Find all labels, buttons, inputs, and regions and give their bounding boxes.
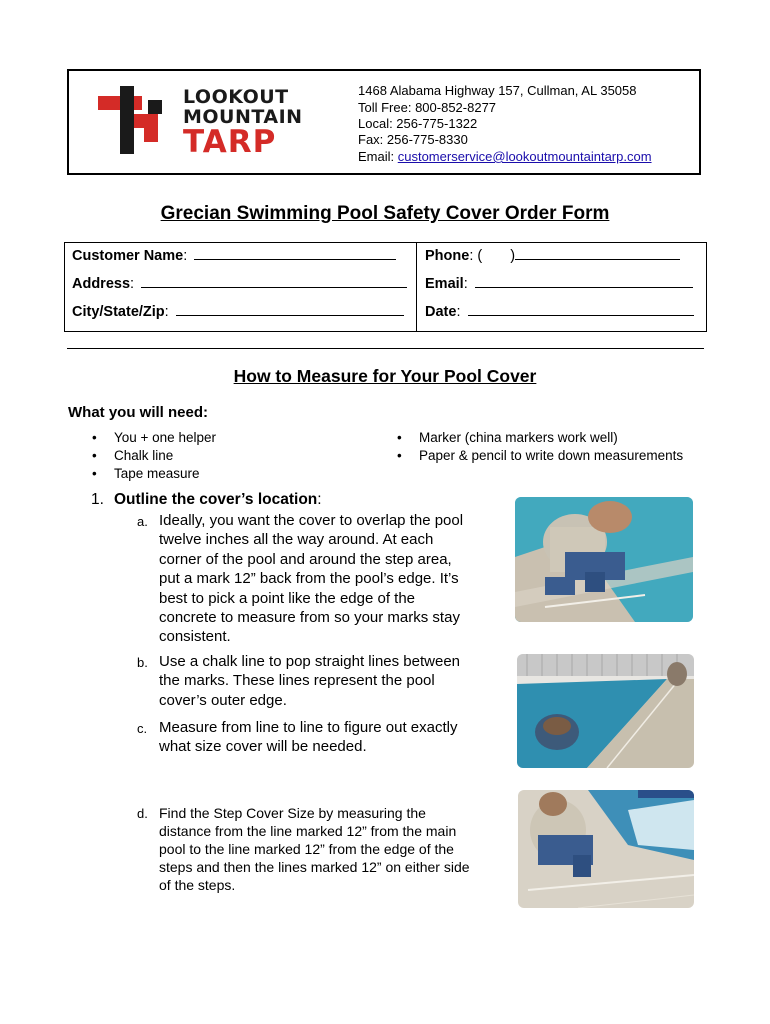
logo-mark-icon xyxy=(96,84,176,156)
step-d-letter: d. xyxy=(137,806,148,821)
list-item: • Paper & pencil to write down measurements xyxy=(397,448,684,463)
city-state-zip-line[interactable] xyxy=(176,303,404,316)
customer-name-line[interactable] xyxy=(194,247,396,260)
step-c-letter: c. xyxy=(137,721,148,736)
page-title: Grecian Swimming Pool Safety Cover Order Form xyxy=(160,203,610,224)
phone-field[interactable] xyxy=(425,247,680,264)
bullet-icon: • xyxy=(92,430,97,445)
photo-step-measuring xyxy=(518,790,694,908)
step-b-letter: b. xyxy=(137,655,148,670)
bullet-icon: • xyxy=(92,448,97,463)
photo-chalk-line xyxy=(517,654,694,768)
company-logo xyxy=(96,84,311,160)
address-line[interactable] xyxy=(141,275,407,288)
phone-label: Phone xyxy=(425,248,470,264)
what-you-need-heading: What you will need: xyxy=(68,404,209,421)
address-field[interactable] xyxy=(72,275,407,292)
phone-open-paren: : ( xyxy=(469,248,483,264)
fax-number: Fax: 256-775-8330 xyxy=(358,132,468,147)
date-line[interactable] xyxy=(468,303,694,316)
list-item: • Marker (china markers work well) xyxy=(397,430,618,445)
date-field[interactable] xyxy=(425,303,694,320)
email-label: Email: xyxy=(358,149,398,164)
photo-marking-pool-edge xyxy=(515,497,693,622)
list-item: • You + one helper xyxy=(92,430,216,445)
step-a-text: Ideally, you want the cover to overlap the pool twelve inches all the way around. At each corner of the pool and around the step area, put a mark 12” back from the pool’s edge. It’s best to pick a point like the edge of the concrete to measure from so your marks stay consistent. xyxy=(159,512,464,646)
list-item: • Tape measure xyxy=(92,466,200,481)
company-address: 1468 Alabama Highway 157, Cullman, AL 35058 xyxy=(358,83,637,98)
colon: : xyxy=(456,304,461,320)
colon: : xyxy=(183,248,188,264)
customer-name-label: Customer Name xyxy=(72,248,184,264)
step-c-text: Measure from line to line to figure out exactly what size cover will be needed. xyxy=(159,719,458,756)
list-item: • Chalk line xyxy=(92,448,174,463)
email-link[interactable]: customerservice@lookoutmountaintarp.com xyxy=(397,149,652,164)
colon: : xyxy=(164,304,169,320)
logo-word-mountain: MOUNTAIN xyxy=(183,106,303,128)
bullet-icon: • xyxy=(92,466,97,481)
step-b-text: Use a chalk line to pop straight lines between the marks. These lines represent the pool cover’s outer edge. xyxy=(159,653,461,709)
step-a-letter: a. xyxy=(137,514,148,529)
phone-line[interactable] xyxy=(515,247,680,260)
date-label: Date xyxy=(425,304,457,320)
local-number: Local: 256-775-1322 xyxy=(358,116,478,131)
colon: : xyxy=(130,276,135,292)
step-number: 1. xyxy=(91,491,104,508)
customer-name-field[interactable] xyxy=(72,247,396,264)
section-divider xyxy=(67,348,704,349)
logo-word-tarp: TARP xyxy=(183,124,277,160)
email-field[interactable] xyxy=(425,275,693,292)
email-field-label: Email xyxy=(425,276,464,292)
measure-section-title: How to Measure for Your Pool Cover xyxy=(233,366,537,386)
bullet-icon: • xyxy=(397,430,402,445)
colon: : xyxy=(463,276,468,292)
toll-free-number: Toll Free: 800-852-8277 xyxy=(358,100,497,115)
city-state-zip-field[interactable] xyxy=(72,303,404,320)
phone-close-paren: ) xyxy=(510,248,516,264)
table-divider xyxy=(416,242,417,332)
step-1-title: Outline the cover’s location xyxy=(114,491,318,508)
city-state-zip-label: City/State/Zip xyxy=(72,304,165,320)
colon: : xyxy=(317,491,322,508)
step-d-text: Find the Step Cover Size by measuring the distance from the line marked 12” from the main pool to the line marked 12” from the edge of the steps and then the lines marked 12” on either side of the steps. xyxy=(159,805,470,893)
logo-word-lookout: LOOKOUT xyxy=(183,86,289,108)
email-line xyxy=(358,149,652,165)
address-label: Address xyxy=(72,276,131,292)
email-field-line[interactable] xyxy=(475,275,693,288)
bullet-icon: • xyxy=(397,448,402,463)
